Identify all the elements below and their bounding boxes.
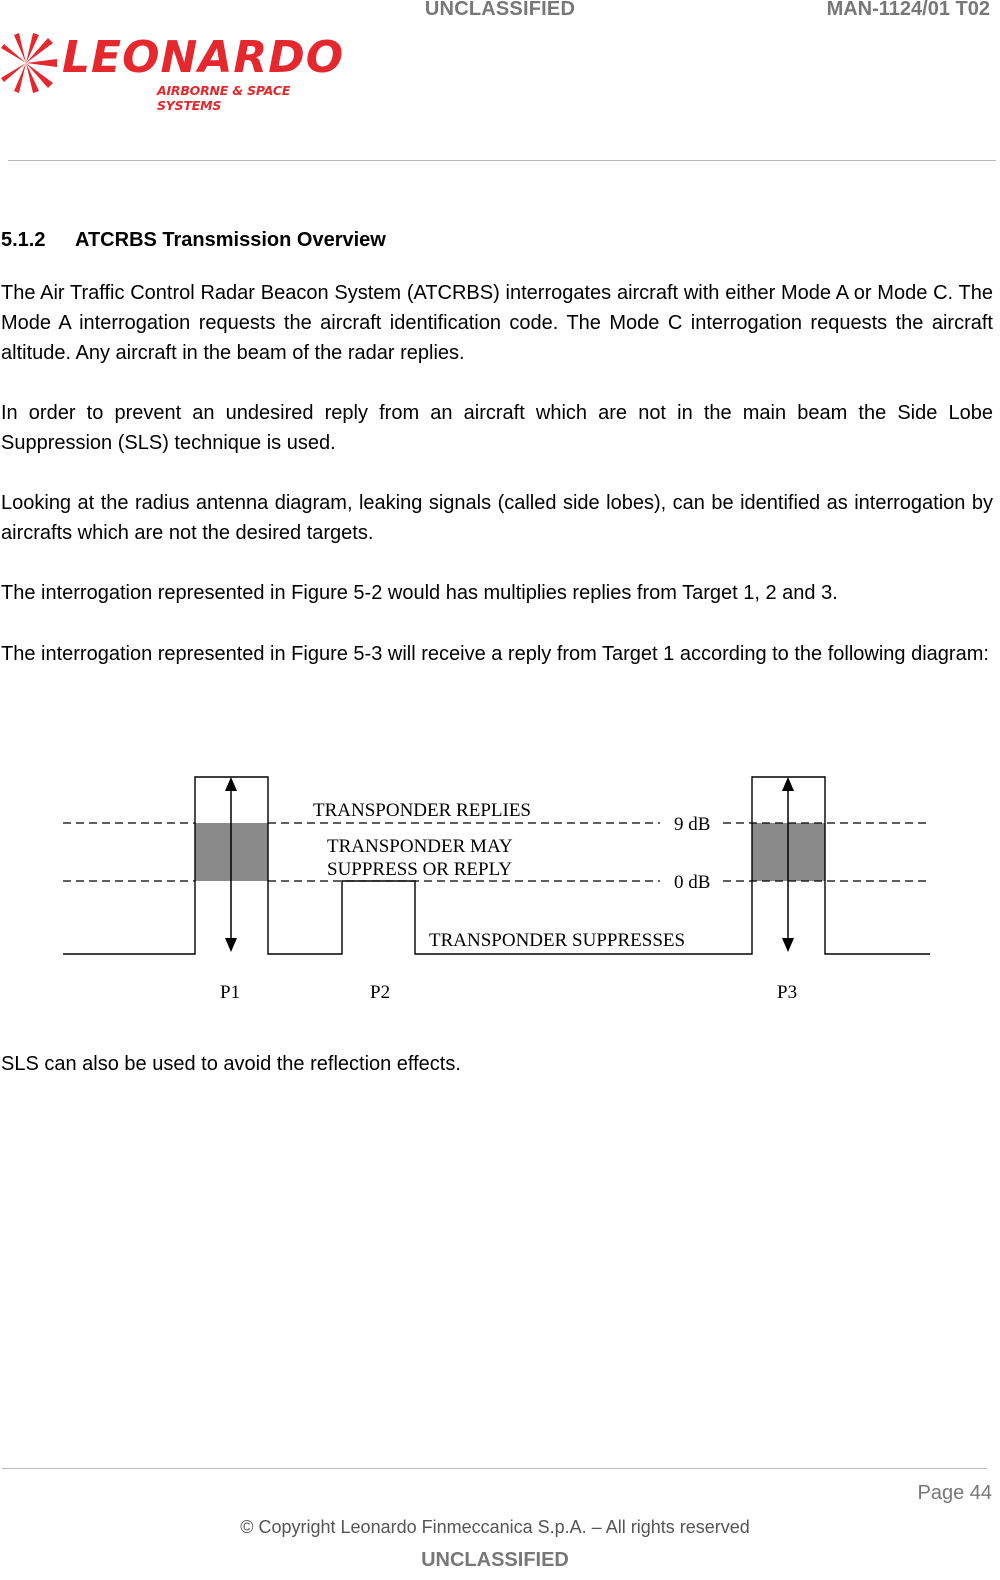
label-0db: 0 dB [674, 872, 711, 893]
label-transponder-replies: TRANSPONDER REPLIES [313, 800, 531, 821]
leonardo-flare-icon [0, 32, 58, 94]
pulse-label-p2: P2 [370, 982, 391, 1003]
page-number: Page 44 [917, 1482, 992, 1504]
paragraph-reflection-effects: SLS can also be used to avoid the reflection effects. [1, 1053, 461, 1075]
logo-subbrand: AIRBORNE & SPACE SYSTEMS [157, 83, 291, 113]
label-transponder-may: TRANSPONDER MAY [327, 836, 513, 857]
logo-wordmark: LEONARDO [62, 32, 345, 83]
paragraph-sls-technique: In order to prevent an undesired reply from an aircraft which are not in the main beam the Side Lobe Suppression (SLS) technique is used. [1, 402, 993, 454]
copyright-notice: © Copyright Leonardo Finmeccanica S.p.A. – All rights reserved [240, 1517, 750, 1537]
company-logo [0, 30, 345, 113]
pulse-label-p1: P1 [220, 982, 241, 1003]
paragraph-side-lobes: Looking at the radius antenna diagram, leaking signals (called side lobes), can be identified as interrogation by aircrafts which are not the desired targets. [1, 492, 993, 544]
footer-divider [2, 1468, 987, 1469]
pulse-label-p3: P3 [777, 982, 798, 1003]
sls-pulse-diagram [55, 770, 945, 1015]
section-number: 5.1.2 [1, 229, 46, 251]
paragraph-atcrbs-modes: The Air Traffic Control Radar Beacon System (ATCRBS) interrogates aircraft with either Mode A or Mode C. The Mode A interrogation requests the aircraft identification code. The Mode C interrogation requests the aircraft altitude. Any aircraft in the beam of the radar replies. [1, 282, 993, 364]
header-classification: UNCLASSIFIED [424, 0, 576, 20]
footer-classification: UNCLASSIFIED [421, 1549, 569, 1571]
label-transponder-suppresses: TRANSPONDER SUPPRESSES [429, 930, 686, 951]
label-suppress-or-reply: SUPPRESS OR REPLY [327, 859, 512, 880]
section-title: ATCRBS Transmission Overview [75, 229, 386, 251]
section-heading [1, 229, 386, 252]
paragraph-figure-5-3: The interrogation represented in Figure 5-3 will receive a reply from Target 1 according to the following diagram: [1, 643, 989, 665]
header-divider [8, 160, 996, 161]
header-document-id: MAN-1124/01 T02 [826, 0, 990, 20]
label-9db: 9 dB [674, 814, 711, 835]
paragraph-figure-5-2: The interrogation represented in Figure 5-2 would has multiplies replies from Target 1, 2 and 3. [1, 582, 838, 604]
